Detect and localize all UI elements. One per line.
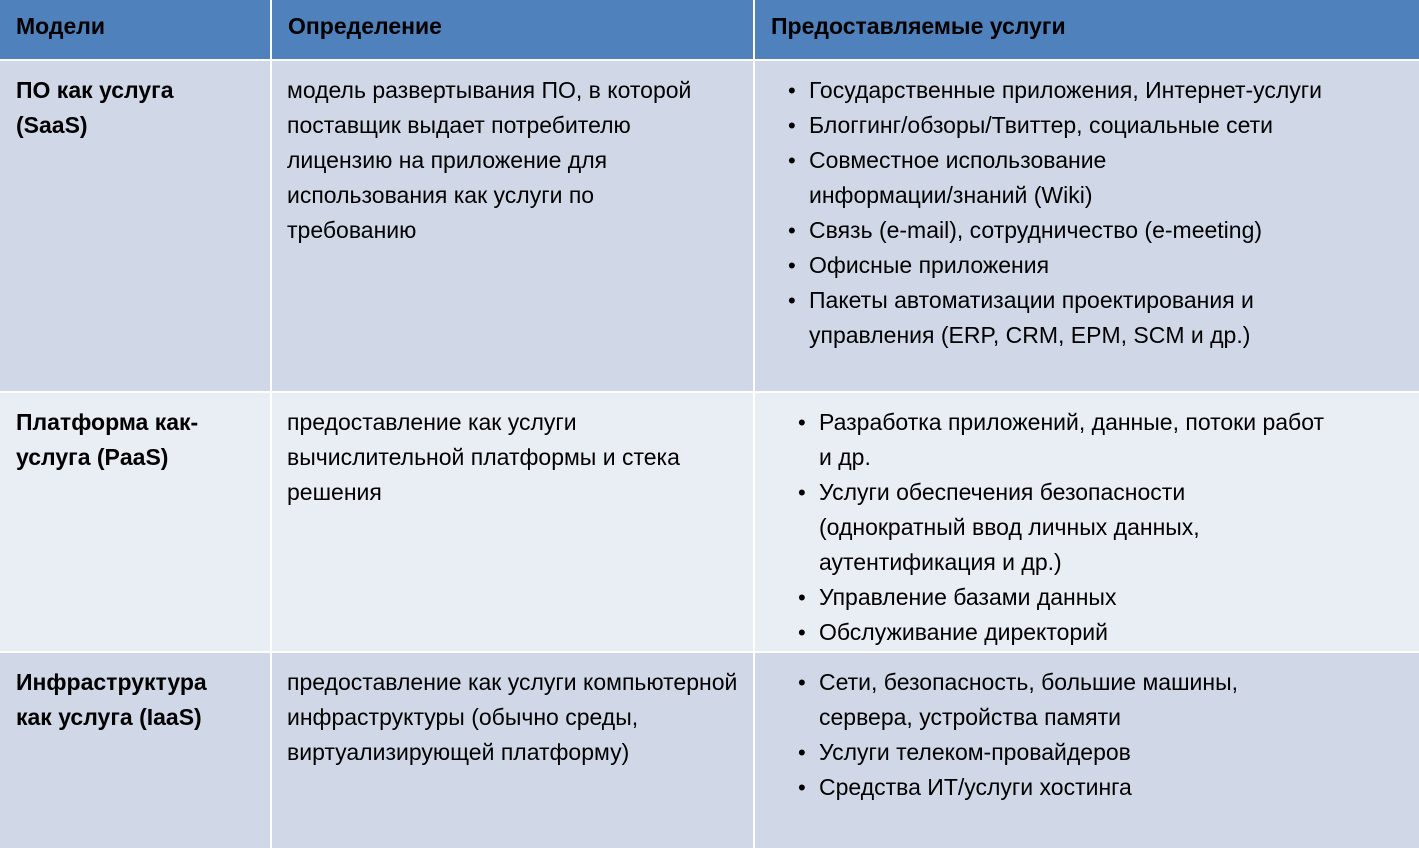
list-item: • Услуги обеспечения безопасности (однократный ввод личных данных, аутентификация и др.) <box>797 475 1289 580</box>
model-paas-label: Платформа как-услуга (PaaS) <box>16 409 199 470</box>
services-iaas <box>755 653 1419 848</box>
header-models: Модели <box>0 0 270 59</box>
model-iaas <box>0 653 270 848</box>
list-item: • Обслуживание директорий <box>797 615 1417 650</box>
services-paas-list <box>797 405 1417 650</box>
model-saas-label: ПО как услуга (SaaS) <box>16 77 174 138</box>
header-definition: Определение <box>272 0 753 59</box>
model-saas <box>0 61 270 391</box>
list-item: • Офисные приложения <box>787 248 1417 283</box>
list-item: • Совместное использование информации/знаний (Wiki) <box>787 143 1169 213</box>
list-item: • Управление базами данных <box>797 580 1417 615</box>
definition-saas-text: модель развертывания ПО, в которой поставщик выдает потребителю лицензию на приложение для использования как услуги по требованию <box>287 77 692 243</box>
list-item: • Пакеты автоматизации проектирования и управления (ERP, CRM, EPM, SCM и др.) <box>787 283 1349 353</box>
services-iaas-list <box>797 665 1417 805</box>
services-saas-list <box>787 73 1417 353</box>
list-item: • Сети, безопасность, большие машины, сервера, устройства памяти <box>797 665 1319 735</box>
list-item: • Блоггинг/обзоры/Твиттер, социальные сети <box>787 108 1417 143</box>
list-item: • Разработка приложений, данные, потоки работ и др. <box>797 405 1339 475</box>
header-services: Предоставляемые услуги <box>755 0 1419 59</box>
definition-iaas-text: предоставление как услуги компьютерной инфраструктуры (обычно среды, виртуализирующей платформу) <box>287 669 738 765</box>
services-saas <box>755 61 1419 391</box>
definition-paas <box>272 393 753 651</box>
model-paas <box>0 393 270 651</box>
model-iaas-label: Инфраструктура как услуга (IaaS) <box>16 669 207 730</box>
list-item: • Государственные приложения, Интернет-услуги <box>787 73 1417 108</box>
services-paas <box>755 393 1419 651</box>
definition-saas <box>272 61 753 391</box>
list-item: • Средства ИТ/услуги хостинга <box>797 770 1417 805</box>
definition-iaas <box>272 653 753 848</box>
list-item: • Связь (e-mail), сотрудничество (e-meeting) <box>787 213 1417 248</box>
definition-paas-text: предоставление как услуги вычислительной платформы и стека решения <box>287 409 680 505</box>
list-item: • Услуги телеком-провайдеров <box>797 735 1417 770</box>
